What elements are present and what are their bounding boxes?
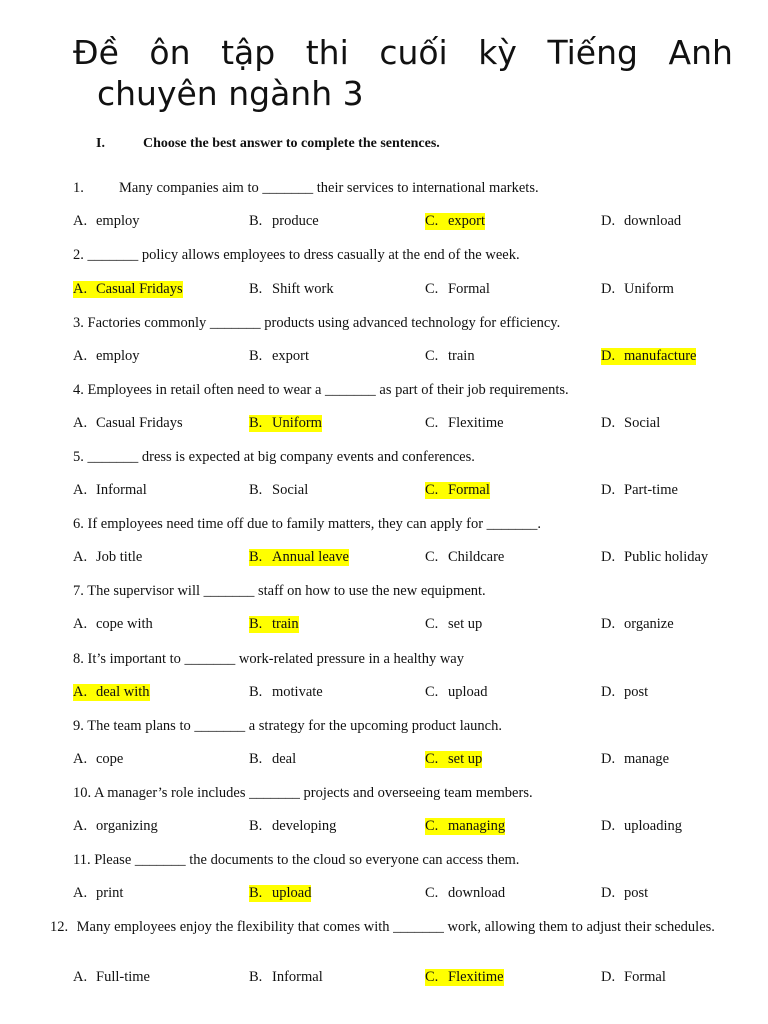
answer-option[interactable] <box>73 549 142 566</box>
answer-option[interactable] <box>73 751 123 768</box>
option-text: uploading <box>624 818 682 834</box>
question-10 <box>73 785 723 801</box>
question-4 <box>73 382 723 398</box>
option-text: download <box>624 213 682 229</box>
option-letter: A. <box>73 281 88 297</box>
question-number: 9. <box>73 718 84 734</box>
question-12: 12. Many employees enjoy the flexibility that comes with _______ work, allowing them to adjust their schedules. <box>50 919 715 935</box>
question-8 <box>73 651 723 667</box>
answer-option[interactable] <box>249 751 296 768</box>
option-text: Flexitime <box>448 415 504 431</box>
answer-option[interactable] <box>601 281 674 298</box>
option-text: download <box>448 885 506 901</box>
option-text: Full-time <box>96 969 150 985</box>
option-text: Job title <box>96 549 143 565</box>
option-letter: B. <box>249 348 263 364</box>
option-letter: A. <box>73 549 88 565</box>
answer-option-highlighted[interactable] <box>249 415 322 432</box>
answer-option[interactable] <box>249 969 323 986</box>
answer-option[interactable] <box>601 415 660 432</box>
answer-option[interactable] <box>601 969 666 986</box>
answer-option[interactable] <box>249 213 319 230</box>
question-number: 6. <box>73 516 84 532</box>
option-text: Part-time <box>624 482 678 498</box>
option-letter: C. <box>425 684 439 700</box>
answer-option-highlighted[interactable] <box>249 549 349 566</box>
answer-option-highlighted[interactable] <box>73 281 183 298</box>
option-text: export <box>448 213 486 229</box>
answer-option[interactable] <box>73 213 140 230</box>
answer-option[interactable] <box>601 684 648 701</box>
answer-option[interactable] <box>73 415 183 432</box>
option-letter: D. <box>601 885 616 901</box>
option-text: cope with <box>96 616 153 632</box>
option-text: set up <box>448 751 483 767</box>
question-text: The team plans to _______ a strategy for the upcoming product launch. <box>83 718 502 734</box>
option-text: post <box>624 885 649 901</box>
option-text: Informal <box>96 482 147 498</box>
option-letter: B. <box>249 751 263 767</box>
option-text: upload <box>272 885 312 901</box>
option-text: train <box>448 348 475 364</box>
answer-option[interactable] <box>601 751 669 768</box>
answer-option[interactable] <box>73 616 153 633</box>
question-9 <box>73 718 723 734</box>
question-text: Please _______ the documents to the cloud so everyone can access them. <box>90 852 520 868</box>
option-text: Social <box>272 482 309 498</box>
question-number: 1. <box>73 180 84 196</box>
option-letter: B. <box>249 415 263 431</box>
answer-option[interactable] <box>425 415 504 432</box>
option-letter: D. <box>601 818 616 834</box>
question-11 <box>73 852 723 868</box>
answer-option[interactable] <box>73 348 140 365</box>
option-letter: A. <box>73 415 88 431</box>
option-letter: D. <box>601 616 616 632</box>
option-letter: D. <box>601 281 616 297</box>
option-text: Informal <box>272 969 323 985</box>
option-text: set up <box>448 616 483 632</box>
option-letter: C. <box>425 482 439 498</box>
option-letter: C. <box>425 969 439 985</box>
answer-option-highlighted[interactable] <box>601 348 696 365</box>
question-text: _______ policy allows employees to dress casually at the end of the week. <box>83 247 520 263</box>
answer-option[interactable] <box>425 549 504 566</box>
option-text: export <box>272 348 310 364</box>
question-text: It’s important to _______ work-related pressure in a healthy way <box>83 651 464 667</box>
answer-option[interactable] <box>249 684 323 701</box>
answer-option[interactable] <box>601 482 678 499</box>
title-word: Anh <box>668 33 733 72</box>
question-text: Many companies aim to _______ their services to international markets. <box>119 180 539 196</box>
option-text: organize <box>624 616 674 632</box>
option-letter: B. <box>249 818 263 834</box>
title-word: tập <box>221 33 276 72</box>
answer-option[interactable] <box>425 684 487 701</box>
title-line-1 <box>73 32 733 73</box>
answer-option[interactable] <box>425 616 482 633</box>
question-text: If employees need time off due to family matters, they can apply for _______. <box>83 516 542 532</box>
answer-option[interactable] <box>73 818 158 835</box>
option-letter: A. <box>73 751 88 767</box>
option-text: deal with <box>96 684 150 700</box>
option-text: Uniform <box>272 415 322 431</box>
title-word: Đề <box>73 33 119 72</box>
option-text: employ <box>96 213 140 229</box>
option-letter: A. <box>73 616 88 632</box>
question-7 <box>73 583 723 599</box>
section-number: I. <box>96 136 105 151</box>
question-2 <box>73 247 723 263</box>
question-6 <box>73 516 723 532</box>
answer-option[interactable] <box>601 885 648 902</box>
option-letter: D. <box>601 549 616 565</box>
option-text: produce <box>272 213 319 229</box>
title-word: Tiếng <box>547 33 638 72</box>
option-text: Formal <box>448 482 490 498</box>
answer-option-highlighted[interactable] <box>249 616 299 633</box>
option-letter: A. <box>73 969 88 985</box>
option-letter: B. <box>249 885 263 901</box>
option-text: print <box>96 885 124 901</box>
option-letter: D. <box>601 213 616 229</box>
option-letter: B. <box>249 281 263 297</box>
option-text: Public holiday <box>624 549 709 565</box>
question-text: Many employees enjoy the flexibility that comes with _______ work, allowing them to adjust their schedules. <box>73 919 715 935</box>
question-number: 3. <box>73 315 84 331</box>
question-number: 7. <box>73 583 84 599</box>
document-title <box>73 32 733 114</box>
option-letter: D. <box>601 684 616 700</box>
option-letter: A. <box>73 348 88 364</box>
option-text: deal <box>272 751 297 767</box>
question-text: A manager’s role includes _______ projects and overseeing team members. <box>91 785 533 801</box>
option-text: train <box>272 616 299 632</box>
section-instruction: Choose the best answer to complete the sentences. <box>143 136 440 151</box>
option-text: Formal <box>624 969 666 985</box>
option-text: Shift work <box>272 281 334 297</box>
option-letter: C. <box>425 885 439 901</box>
option-letter: C. <box>425 281 439 297</box>
answer-option[interactable] <box>425 348 475 365</box>
option-letter: B. <box>249 616 263 632</box>
title-word: thi <box>305 33 349 72</box>
option-letter: D. <box>601 415 616 431</box>
option-text: Uniform <box>624 281 674 297</box>
option-text: post <box>624 684 649 700</box>
option-letter: D. <box>601 751 616 767</box>
question-number: 8. <box>73 651 84 667</box>
question-1 <box>73 180 723 196</box>
answer-option[interactable] <box>425 281 490 298</box>
question-text: Employees in retail often need to wear a _______ as part of their job requirements. <box>83 382 569 398</box>
answer-option[interactable] <box>73 482 147 499</box>
option-text: Annual leave <box>272 549 349 565</box>
answer-option[interactable] <box>249 281 334 298</box>
option-letter: A. <box>73 482 88 498</box>
question-text: _______ dress is expected at big company events and conferences. <box>83 449 475 465</box>
answer-option[interactable] <box>601 818 682 835</box>
question-number: 2. <box>73 247 84 263</box>
option-text: organizing <box>96 818 158 834</box>
answer-option[interactable] <box>249 348 309 365</box>
option-text: Social <box>624 415 661 431</box>
question-text: Factories commonly _______ products using advanced technology for efficiency. <box>83 315 561 331</box>
option-text: manage <box>624 751 670 767</box>
option-text: upload <box>448 684 488 700</box>
option-letter: D. <box>601 969 616 985</box>
option-letter: C. <box>425 549 439 565</box>
title-line-2: chuyên ngành 3 <box>97 74 364 113</box>
option-text: Casual Fridays <box>96 281 183 297</box>
question-3 <box>73 315 723 331</box>
title-word: cuối <box>379 33 448 72</box>
option-letter: C. <box>425 415 439 431</box>
option-letter: B. <box>249 684 263 700</box>
option-letter: B. <box>249 969 263 985</box>
option-letter: D. <box>601 348 616 364</box>
option-letter: C. <box>425 751 439 767</box>
question-5 <box>73 449 723 465</box>
option-letter: C. <box>425 213 439 229</box>
question-text: The supervisor will _______ staff on how to use the new equipment. <box>83 583 486 599</box>
option-letter: A. <box>73 684 88 700</box>
option-text: Childcare <box>448 549 505 565</box>
option-letter: C. <box>425 348 439 364</box>
option-text: employ <box>96 348 140 364</box>
question-number: 11. <box>73 852 91 868</box>
option-letter: B. <box>249 482 263 498</box>
answer-option[interactable] <box>73 969 150 986</box>
option-letter: A. <box>73 818 88 834</box>
answer-option-highlighted[interactable] <box>249 885 311 902</box>
option-letter: C. <box>425 818 439 834</box>
option-text: Formal <box>448 281 490 297</box>
question-number: 10. <box>73 785 92 801</box>
answer-option[interactable] <box>249 818 336 835</box>
option-letter: B. <box>249 213 263 229</box>
option-text: manufacture <box>624 348 697 364</box>
answer-option[interactable] <box>601 213 681 230</box>
question-number: 4. <box>73 382 84 398</box>
answer-option-highlighted[interactable] <box>425 751 482 768</box>
title-word: kỳ <box>478 33 517 72</box>
title-word: ôn <box>149 33 191 72</box>
answer-option[interactable] <box>601 549 708 566</box>
option-text: Casual Fridays <box>96 415 183 431</box>
option-text: managing <box>448 818 506 834</box>
option-letter: A. <box>73 885 88 901</box>
question-number: 5. <box>73 449 84 465</box>
option-text: Flexitime <box>448 969 504 985</box>
answer-option-highlighted[interactable] <box>425 969 504 986</box>
option-letter: D. <box>601 482 616 498</box>
option-letter: A. <box>73 213 88 229</box>
answer-option[interactable] <box>425 885 505 902</box>
answer-option-highlighted[interactable] <box>425 482 490 499</box>
answer-option-highlighted[interactable] <box>425 818 505 835</box>
answer-option[interactable] <box>249 482 308 499</box>
option-text: cope <box>96 751 124 767</box>
answer-option[interactable] <box>601 616 674 633</box>
option-text: developing <box>272 818 337 834</box>
option-letter: C. <box>425 616 439 632</box>
answer-option-highlighted[interactable] <box>73 684 150 701</box>
section-heading <box>96 136 440 152</box>
answer-option[interactable] <box>73 885 123 902</box>
answer-option-highlighted[interactable] <box>425 213 485 230</box>
option-letter: B. <box>249 549 263 565</box>
option-text: motivate <box>272 684 323 700</box>
